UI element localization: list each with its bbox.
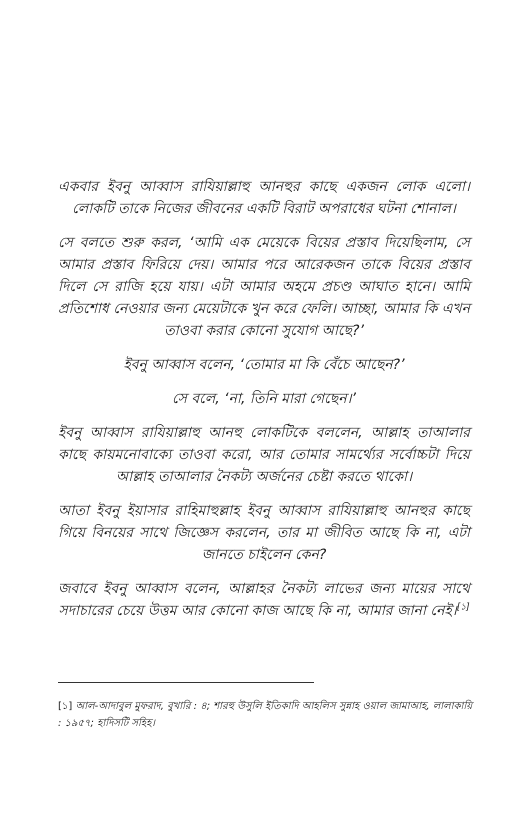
body-text xyxy=(58,176,470,634)
paragraph-6: আতা ইবনু ইয়াসার রাহিমাহুল্লাহ ইবনু আব্বাস রাযিয়াল্লাহু আনহুর কাছে গিয়ে বিনয়ের সাথে জিজ্ঞেস করলেন, তার মা জীবিত আছে কি না, এটা জানতে চাইলেন কেন? xyxy=(58,503,470,563)
footnote xyxy=(58,698,474,732)
paragraph-7 xyxy=(58,578,470,622)
paragraph-2: সে বলতে শুরু করল, ‘আমি এক মেয়েকে বিয়ের প্রস্তাব দিয়েছিলাম, সে আমার প্রস্তাব ফিরিয়ে দেয়। আমার পরে আরেকজন তাকে বিয়ের প্রস্তাব দিলে সে রাজি হয়ে যায়। এটা আমার অহমে প্রচণ্ড আঘাত হানে। আমি প্রতিশোধ নেওয়ার জন্য মেয়েটাকে খুন করে ফেলি। আচ্ছা, আমার কি এখন তাওবা করার কোনো সুযোগ আছে?’ xyxy=(58,235,470,339)
paragraph-3: ইবনু আব্বাস বলেন, ‘তোমার মা কি বেঁচে আছেন?’ xyxy=(123,357,405,373)
paragraph-5: ইবনু আব্বাস রাযিয়াল্লাহু আনহু লোকটিকে বললেন, আল্লাহ তাআলার কাছে কায়মনোবাক্যে তাওবা করো, আর তোমার সামর্থ্যের সর্বোচ্চটা দিয়ে আল্লাহ তাআলার নৈকট্য অর্জনের চেষ্টা করতে থাকো। xyxy=(58,425,470,485)
footnote-text: আল-আদাবুল মুফরাদ, বুখারি : ৪; শারহু উসুলি ইতিকাদি আহলিস সুন্নাহ ওয়াল জামাআহ, লালাকায়ি : ১৯৫৭; হাদিসটি সহিহ। xyxy=(58,701,473,729)
paragraph-4: সে বলে, ‘না, তিনি মারা গেছেন।’ xyxy=(171,391,357,407)
footnote-divider xyxy=(58,682,314,683)
footnote-reference[interactable]: [১] xyxy=(456,602,470,613)
footnote-marker: [১] xyxy=(58,701,73,712)
paragraph-7-text: জবাবে ইবনু আব্বাস বলেন, আল্লাহর নৈকট্য লাভের জন্য মায়ের সাথে সদাচারের চেয়ে উত্তম আর কোনো কাজ আছে কি না, আমার জানা নেই। xyxy=(58,581,470,619)
paragraph-1: একবার ইবনু আব্বাস রাযিয়াল্লাহু আনহুর কাছে একজন লোক এলো। লোকটি তাকে নিজের জীবনের একটি বিরাট অপরাধের ঘটনা শোনাল। xyxy=(58,179,470,217)
